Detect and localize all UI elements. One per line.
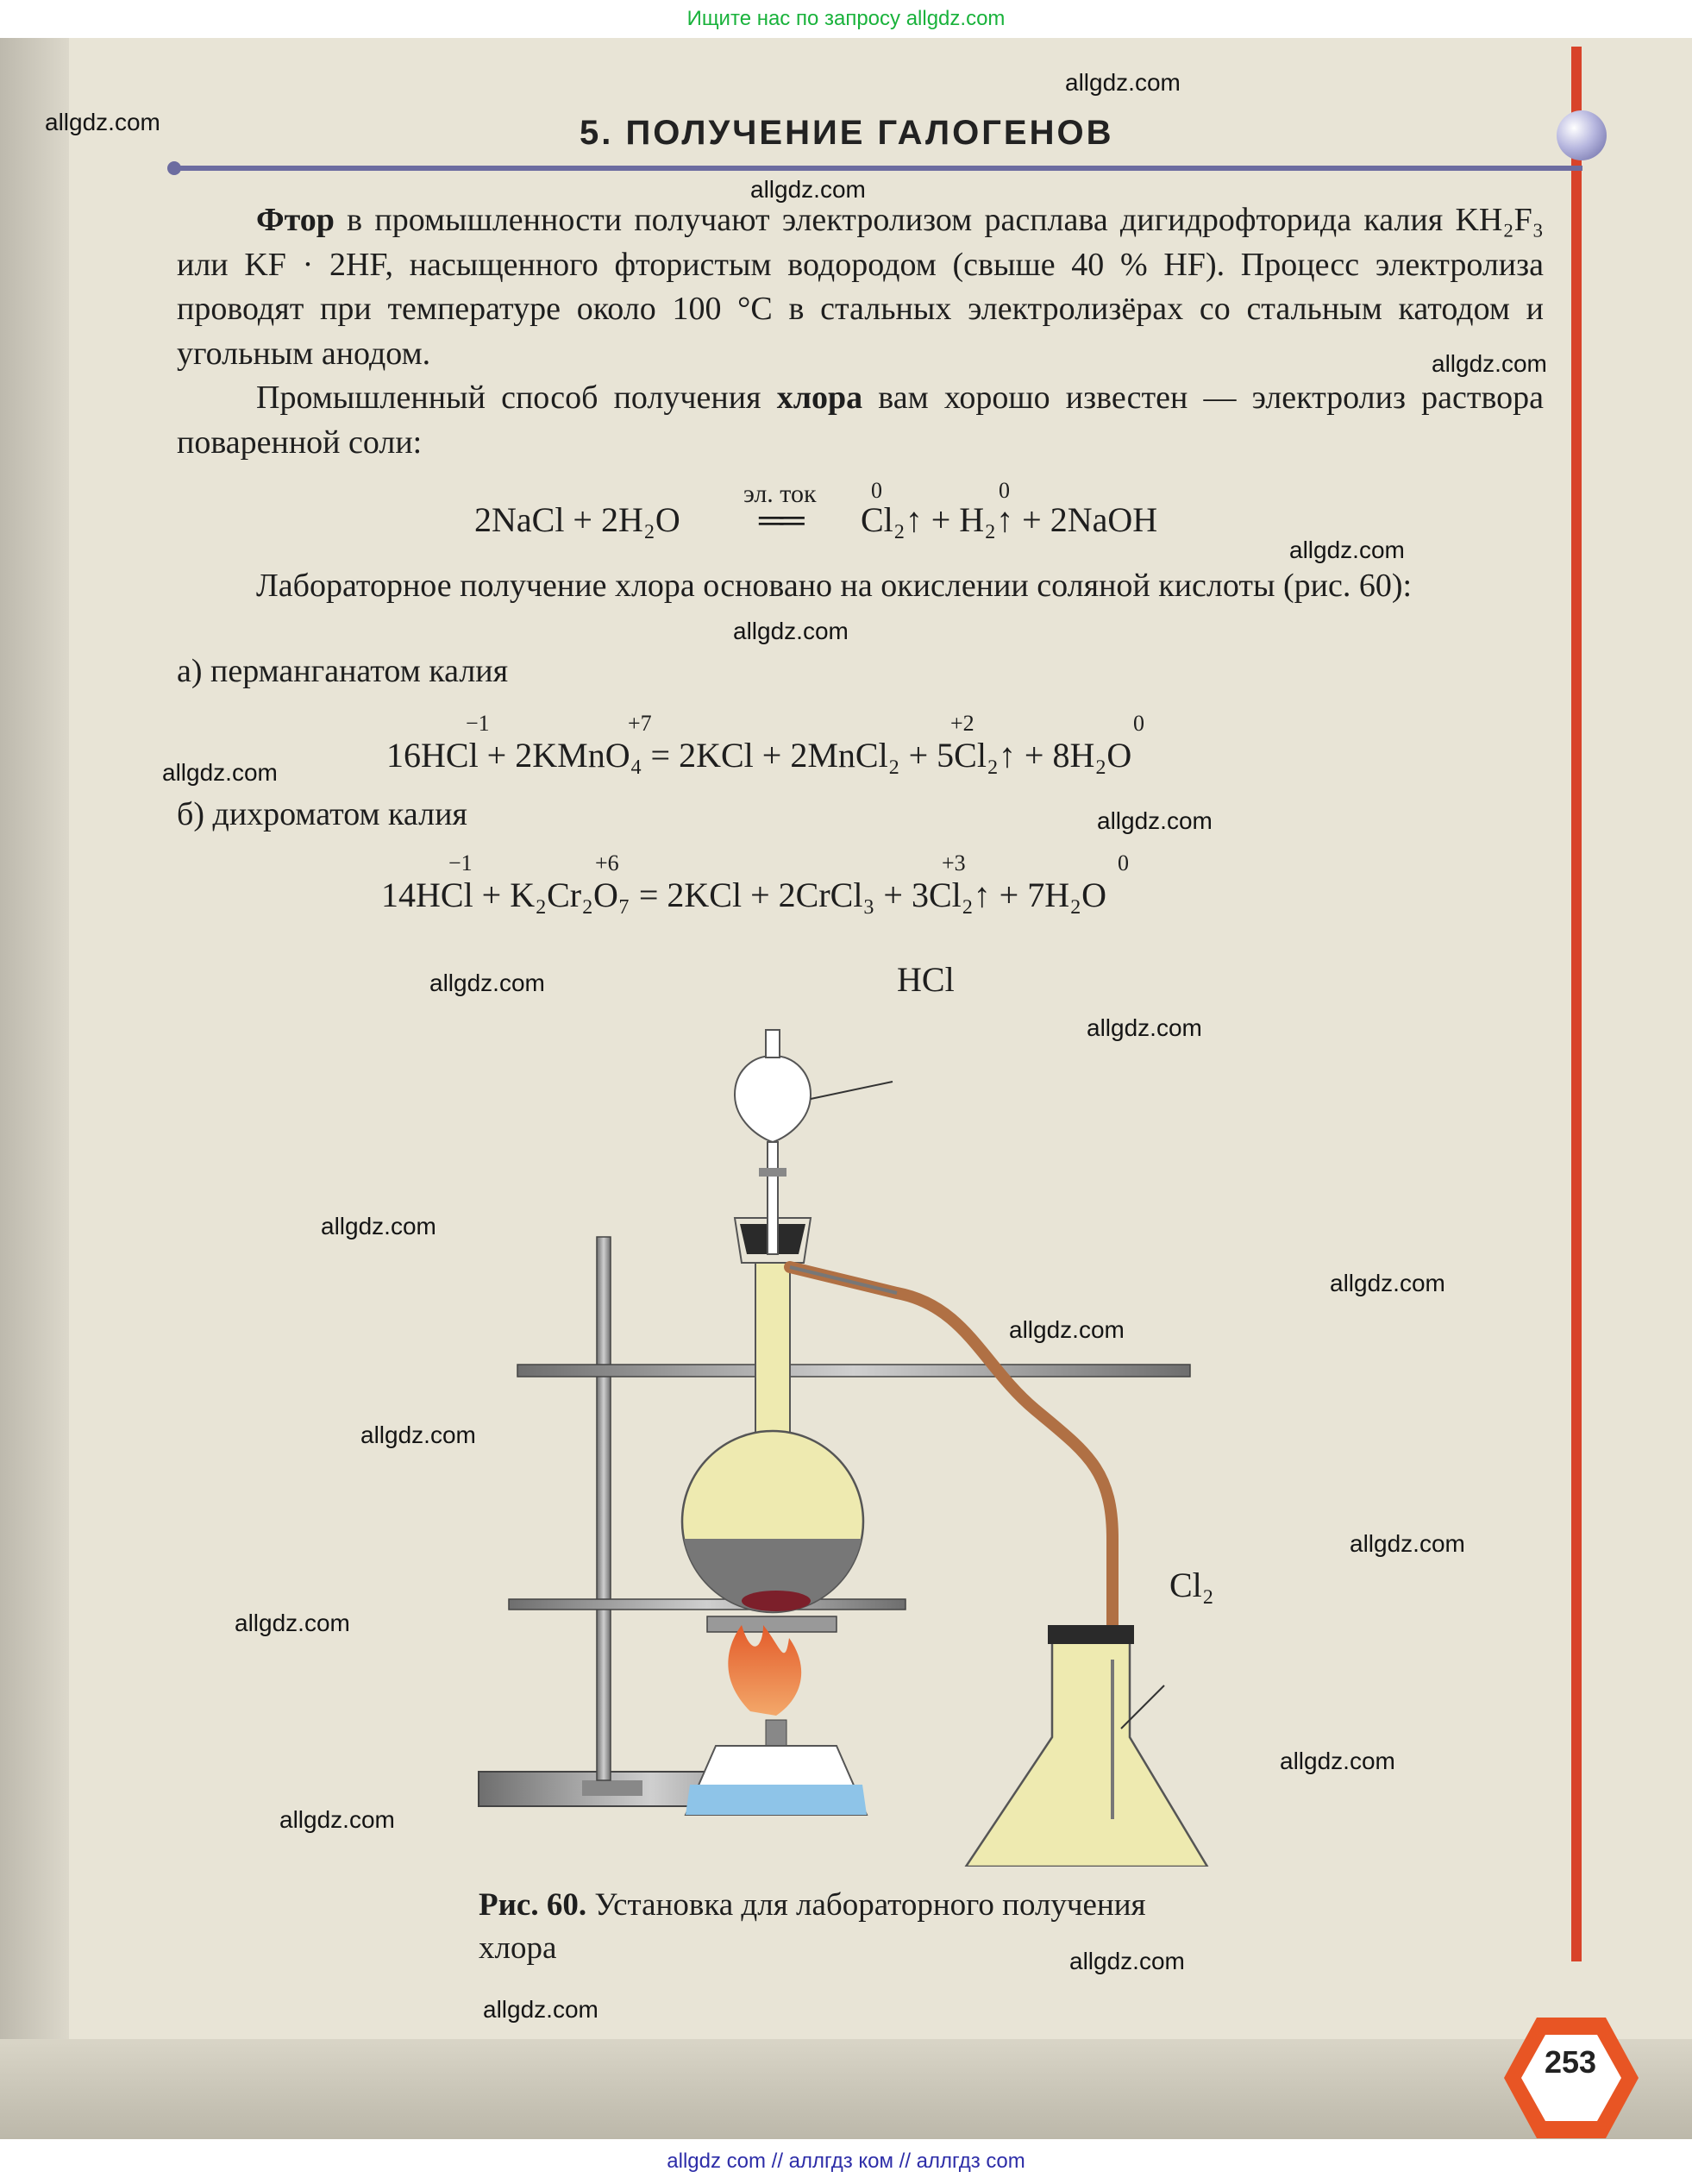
watermark: allgdz.com	[321, 1213, 436, 1239]
watermark: allgdz.com	[360, 1421, 476, 1448]
lamp-alcohol	[686, 1785, 867, 1815]
title-ornament-ball	[1557, 110, 1607, 160]
burner-flame	[728, 1625, 801, 1716]
watermark: allgdz.com	[1289, 537, 1405, 563]
watermark: allgdz.com	[235, 1610, 350, 1636]
paragraph-chlorine-industrial	[177, 376, 1544, 465]
ox-state-cl-minus1: −1	[466, 711, 490, 736]
term-fluorine: Фтор	[256, 202, 335, 238]
top-banner[interactable]: Ищите нас по запросу allgdz.com	[686, 7, 1006, 30]
chlorine-industrial-text-1: Промышленный способ получения	[256, 380, 777, 416]
hcl-pointer	[811, 1082, 893, 1099]
ox-state-mn-plus7: +7	[628, 711, 652, 736]
watermark: allgdz.com	[162, 759, 278, 786]
watermark: allgdz.com	[1350, 1530, 1465, 1557]
lower-ring-bar	[509, 1599, 906, 1610]
ox-state-cl: 0	[871, 478, 882, 503]
title-rule	[177, 166, 1582, 171]
item-b: б) дихроматом калия	[177, 796, 467, 832]
watermark: allgdz.com	[1069, 1948, 1185, 1974]
watermark: allgdz.com	[1065, 69, 1181, 96]
collecting-flask	[966, 1642, 1207, 1867]
watermark: allgdz.com	[429, 970, 545, 996]
page-number: 253	[1544, 2044, 1597, 2080]
term-chlorine: хлора	[776, 380, 863, 416]
equation-dichromate: 14HCl + K₂Cr₂O₇ = 2KCl + 2CrCl₃ + 3Cl₂↑ + 7H₂O	[381, 875, 1106, 914]
dropping-funnel	[735, 1056, 811, 1142]
watermark: allgdz.com	[1330, 1270, 1445, 1296]
textbook-page	[0, 38, 1692, 2139]
collecting-flask-stopper	[1048, 1625, 1134, 1644]
watermark: allgdz.com	[1280, 1748, 1395, 1774]
bottom-banner[interactable]: allgdz com // аллгдз ком // аллгдз com	[667, 2149, 1025, 2173]
equation-condition: эл. ток	[743, 480, 817, 508]
label-cl2: Cl₂	[1169, 1566, 1214, 1604]
watermark: allgdz.com	[1432, 350, 1547, 377]
stand-clamp-block	[582, 1780, 642, 1796]
ox-state-cl-zero-b: 0	[1118, 850, 1129, 875]
lab-apparatus-figure	[431, 1004, 1552, 1867]
margin-accent-line	[1571, 47, 1582, 1961]
ox-state-mn-plus2: +2	[950, 711, 974, 736]
ox-state-cl-zero: 0	[1133, 711, 1144, 736]
watermark: allgdz.com	[750, 176, 866, 203]
lamp-wick-holder	[766, 1720, 786, 1746]
ox-state-cl-minus1-b: −1	[448, 850, 473, 875]
watermark: allgdz.com	[279, 1806, 395, 1833]
funnel-stem	[768, 1142, 778, 1254]
watermark: allgdz.com	[1009, 1316, 1125, 1343]
lab-chlorine-text: Лабораторное получение хлора основано на окислении соляной кислоты (рис. 60):	[256, 568, 1413, 604]
flask-crystals	[742, 1591, 811, 1611]
equation-arrow: ══	[759, 500, 801, 539]
fluorine-text: в промышленности получают электролизом расплава дигидрофторида калия KH₂F₃ или KF · 2HF, насыщенного фтористым водородом (свыше 40 % HF). Процесс электролиза проводят при температуре около 100 °C в стальных электролизёрах со стальным катодом и угольным анодом.	[177, 202, 1544, 372]
page-gutter	[0, 38, 69, 2139]
paragraph-lab-chlorine	[177, 564, 1544, 609]
ox-state-h: 0	[999, 478, 1010, 503]
caption-number: Рис. 60.	[479, 1887, 587, 1923]
figure-caption	[479, 1884, 1169, 1970]
page-bottom-band	[0, 2039, 1692, 2139]
equation-electrolysis-right: Cl₂↑ + H₂↑ + 2NaOH	[861, 500, 1158, 539]
wire-gauze	[707, 1616, 837, 1632]
stand-rod	[597, 1237, 611, 1780]
paragraph-fluorine	[177, 198, 1544, 376]
watermark: allgdz.com	[483, 1996, 598, 2023]
ox-state-cr-plus3: +3	[942, 850, 966, 875]
chlorine-industrial-text-2: вам хорошо известен — электролиз раствора поваренной соли:	[177, 380, 1545, 461]
caption-text: Установка для лабораторного получения хлора	[479, 1887, 1146, 1966]
equation-permanganate: 16HCl + 2KMnO₄ = 2KCl + 2MnCl₂ + 5Cl₂↑ + 8H₂O	[386, 736, 1132, 775]
watermark: allgdz.com	[1097, 807, 1213, 834]
watermark: allgdz.com	[45, 109, 160, 135]
watermark: allgdz.com	[733, 618, 849, 644]
watermark: allgdz.com	[1087, 1014, 1202, 1041]
equation-electrolysis-left: 2NaCl + 2H₂O	[474, 500, 680, 539]
label-hcl: HCl	[897, 960, 955, 999]
section-title: 5. ПОЛУЧЕНИЕ ГАЛОГЕНОВ	[580, 114, 1114, 152]
upper-clamp-bar	[517, 1365, 1190, 1377]
item-a: а) перманганатом калия	[177, 653, 509, 689]
funnel-stopcock	[759, 1168, 786, 1177]
ox-state-cr-plus6: +6	[595, 850, 619, 875]
